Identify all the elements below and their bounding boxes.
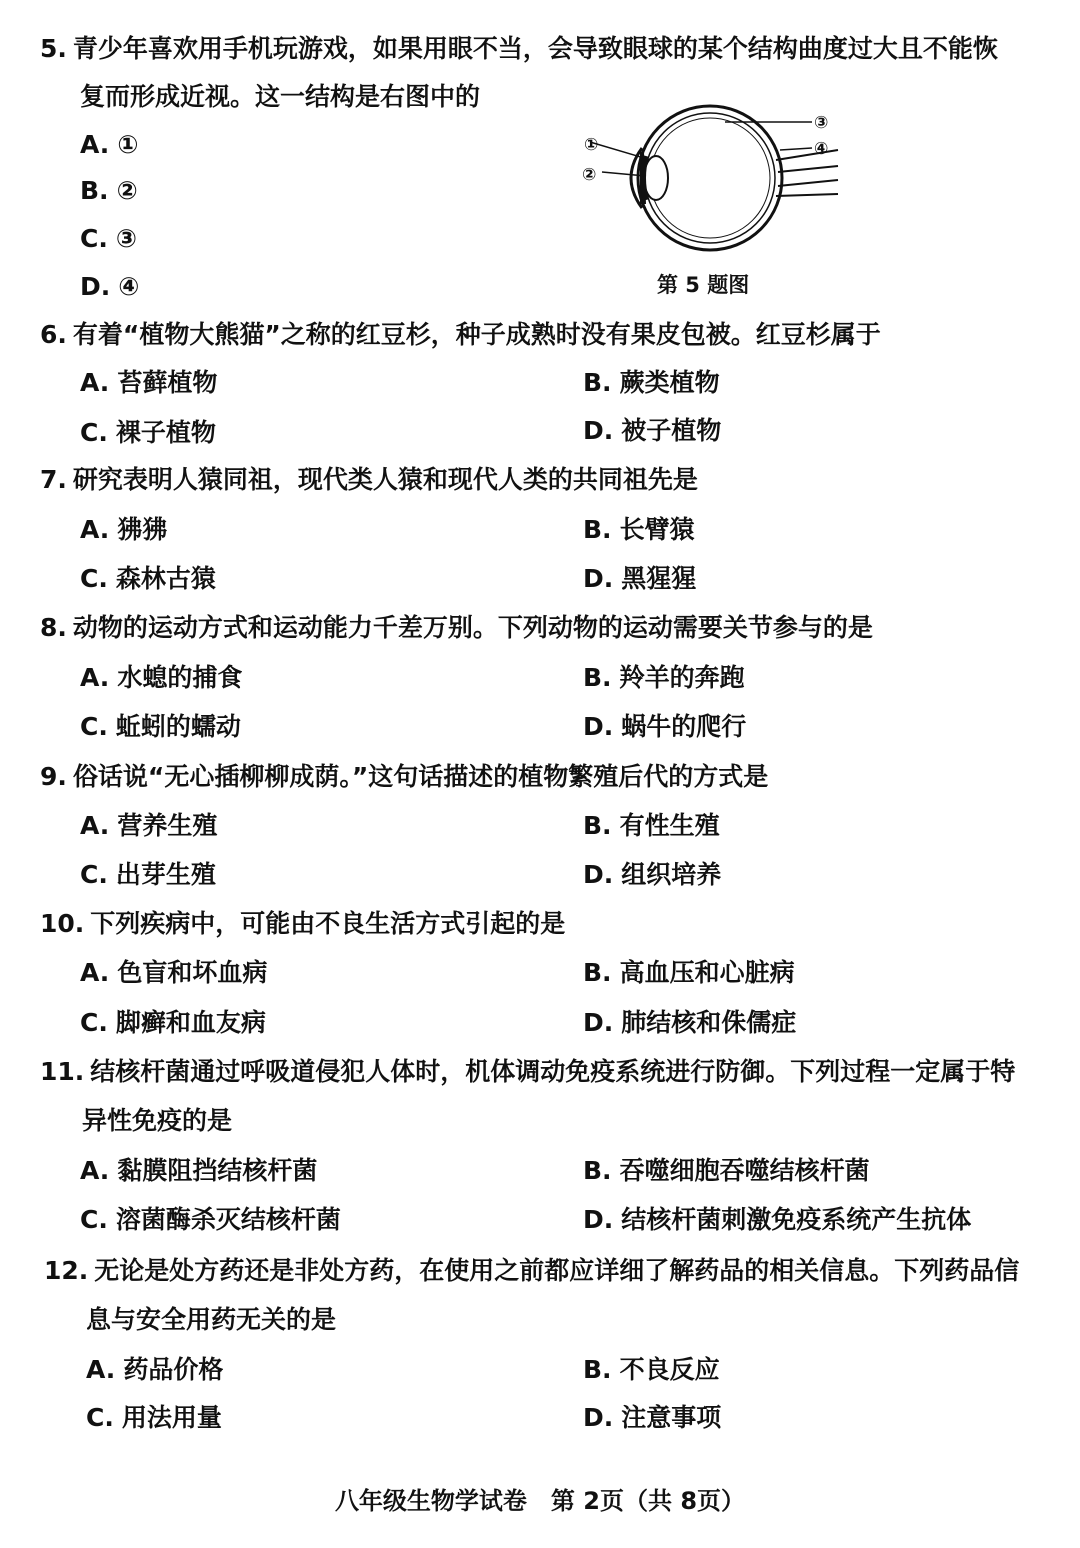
question-text: 无论是处方药还是非处方药，在使用之前都应详细了解药品的相关信息。下列药品信 <box>94 1256 1020 1285</box>
option-text: 注意事项 <box>621 1403 722 1432</box>
option-letter: D. <box>583 860 614 889</box>
option-letter: C. <box>80 564 108 593</box>
option-letter: A. <box>80 515 110 544</box>
option-text: 长臂猿 <box>619 515 695 544</box>
option-text: 羚羊的奔跑 <box>619 663 745 692</box>
option-letter: D. <box>583 416 614 445</box>
q8-option-a <box>80 663 242 693</box>
option-text: 蜗牛的爬行 <box>621 712 747 741</box>
q8-option-d <box>583 712 746 742</box>
question-number: 5. <box>40 34 67 63</box>
label-4: ④ <box>814 139 829 159</box>
q11-option-a <box>80 1156 317 1186</box>
q7-option-d <box>583 564 696 594</box>
question-8-stem-line-1 <box>40 613 873 643</box>
option-text: 药品价格 <box>123 1355 224 1384</box>
q6-option-d <box>583 416 721 446</box>
label-2: ② <box>582 165 597 185</box>
option-text: 不良反应 <box>619 1355 720 1384</box>
option-letter: A. <box>80 130 110 159</box>
q6-option-b <box>583 368 720 398</box>
option-text: 蕨类植物 <box>619 368 720 397</box>
question-text: 青少年喜欢用手机玩游戏，如果用眼不当，会导致眼球的某个结构曲度过大且不能恢 <box>72 34 998 63</box>
option-letter: A. <box>80 811 110 840</box>
question-text: 研究表明人猿同祖，现代类人猿和现代人类的共同祖先是 <box>72 465 698 494</box>
page-footer: 八年级生物学试卷 第 2页（共 8页） <box>334 1487 746 1515</box>
option-text: 溶菌酶杀灭结核杆菌 <box>115 1205 341 1234</box>
question-number: 11. <box>40 1057 85 1086</box>
q10-option-c <box>80 1008 266 1038</box>
option-text: 组织培养 <box>621 860 722 889</box>
option-letter: A. <box>80 1156 110 1185</box>
option-letter: D. <box>583 1008 614 1037</box>
option-letter: C. <box>80 1008 108 1037</box>
q6-option-c <box>80 418 216 448</box>
question-7-stem-line-1 <box>40 465 698 495</box>
option-text: 苔藓植物 <box>117 368 218 397</box>
option-text: 狒狒 <box>117 515 168 544</box>
option-letter: A. <box>80 958 110 987</box>
question-number: 6. <box>40 320 67 349</box>
q7-option-c <box>80 564 216 594</box>
option-text: ② <box>116 176 138 205</box>
option-text: 出芽生殖 <box>115 860 216 889</box>
q7-option-a <box>80 515 167 545</box>
option-letter: B. <box>583 368 612 397</box>
question-text: 动物的运动方式和运动能力千差万别。下列动物的运动需要关节参与的是 <box>72 613 873 642</box>
option-text: 有性生殖 <box>619 811 720 840</box>
option-text: 色盲和坏血病 <box>117 958 268 987</box>
option-letter: D. <box>583 1403 614 1432</box>
option-text: 森林古猿 <box>115 564 216 593</box>
q12-option-b <box>583 1355 720 1385</box>
q6-option-a <box>80 368 217 398</box>
q10-option-a <box>80 958 267 988</box>
q7-option-b <box>583 515 695 545</box>
question-5-stem-line-2: 复而形成近视。这一结构是右图中的 <box>80 82 481 111</box>
option-text: 用法用量 <box>121 1403 222 1432</box>
q9-option-a <box>80 811 217 841</box>
question-text: 有着“植物大熊猫”之称的红豆杉，种子成熟时没有果皮包被。红豆杉属于 <box>72 320 881 349</box>
q11-option-d <box>583 1205 971 1235</box>
option-letter: C. <box>80 712 108 741</box>
q9-option-d <box>583 860 721 890</box>
question-number: 10. <box>40 909 85 938</box>
option-letter: B. <box>80 176 109 205</box>
option-letter: C. <box>80 224 108 253</box>
option-letter: B. <box>583 1355 612 1384</box>
question-number: 12. <box>44 1256 89 1285</box>
option-letter: C. <box>86 1403 114 1432</box>
eyeball-diagram <box>580 100 850 260</box>
option-letter: D. <box>80 272 111 301</box>
option-letter: A. <box>80 368 110 397</box>
option-text: 吞噬细胞吞噬结核杆菌 <box>619 1156 870 1185</box>
q11-option-b <box>583 1156 870 1186</box>
option-text: ④ <box>118 272 140 301</box>
option-text: 黑猩猩 <box>621 564 697 593</box>
option-letter: B. <box>583 958 612 987</box>
figure-caption: 第 5 题图 <box>657 273 750 297</box>
q11-option-c <box>80 1205 341 1235</box>
option-letter: D. <box>583 564 614 593</box>
option-text: ③ <box>115 224 138 253</box>
question-number: 9. <box>40 762 67 791</box>
label-4-pointer <box>780 148 812 150</box>
question-number: 8. <box>40 613 67 642</box>
question-text: 下列疾病中，可能由不良生活方式引起的是 <box>90 909 566 938</box>
option-text: 黏膜阻挡结核杆菌 <box>117 1156 318 1185</box>
q10-option-d <box>583 1008 796 1038</box>
option-text: 脚癣和血友病 <box>115 1008 266 1037</box>
q12-option-d <box>583 1403 721 1433</box>
option-text: 结核杆菌刺激免疫系统产生抗体 <box>621 1205 972 1234</box>
q5-option-a <box>80 130 138 160</box>
q10-option-b <box>583 958 795 988</box>
question-5-stem-line-1 <box>40 34 998 64</box>
question-12-stem-line-1 <box>44 1256 1019 1286</box>
label-3: ③ <box>814 113 829 133</box>
q8-option-b <box>583 663 745 693</box>
option-letter: A. <box>86 1355 116 1384</box>
option-letter: D. <box>583 712 614 741</box>
question-6-stem-line-1 <box>40 320 881 350</box>
option-letter: C. <box>80 860 108 889</box>
option-text: 裸子植物 <box>115 418 216 447</box>
question-text: 俗话说“无心插柳柳成荫。”这句话描述的植物繁殖后代的方式是 <box>72 762 769 791</box>
label-1: ① <box>584 135 599 155</box>
option-text: 蚯蚓的蠕动 <box>115 712 241 741</box>
option-letter: B. <box>583 1156 612 1185</box>
option-text: 营养生殖 <box>117 811 218 840</box>
q9-option-b <box>583 811 720 841</box>
q5-option-b <box>80 176 138 206</box>
question-12-stem-line-2: 息与安全用药无关的是 <box>86 1305 337 1334</box>
question-9-stem-line-1 <box>40 762 768 792</box>
option-letter: C. <box>80 418 108 447</box>
question-text: 结核杆菌通过呼吸道侵犯人体时，机体调动免疫系统进行防御。下列过程一定属于特 <box>90 1057 1016 1086</box>
optic-nerve <box>776 150 838 196</box>
ciliary-body <box>643 156 646 200</box>
option-letter: B. <box>583 663 612 692</box>
question-10-stem-line-1 <box>40 909 565 939</box>
q5-option-d <box>80 272 139 302</box>
option-letter: D. <box>583 1205 614 1234</box>
option-text: 被子植物 <box>621 416 722 445</box>
option-letter: C. <box>80 1205 108 1234</box>
q8-option-c <box>80 712 241 742</box>
question-11-stem-line-2: 异性免疫的是 <box>82 1106 233 1135</box>
option-letter: B. <box>583 811 612 840</box>
option-text: 高血压和心脏病 <box>619 958 795 987</box>
q12-option-a <box>86 1355 223 1385</box>
q12-option-c <box>86 1403 222 1433</box>
option-text: 肺结核和侏儒症 <box>621 1008 797 1037</box>
question-11-stem-line-1 <box>40 1057 1015 1087</box>
q9-option-c <box>80 860 216 890</box>
option-text: 水螅的捕食 <box>117 663 243 692</box>
q5-option-c <box>80 224 137 254</box>
option-letter: B. <box>583 515 612 544</box>
option-letter: A. <box>80 663 110 692</box>
question-number: 7. <box>40 465 67 494</box>
lens <box>644 156 668 200</box>
option-text: ① <box>117 130 139 159</box>
